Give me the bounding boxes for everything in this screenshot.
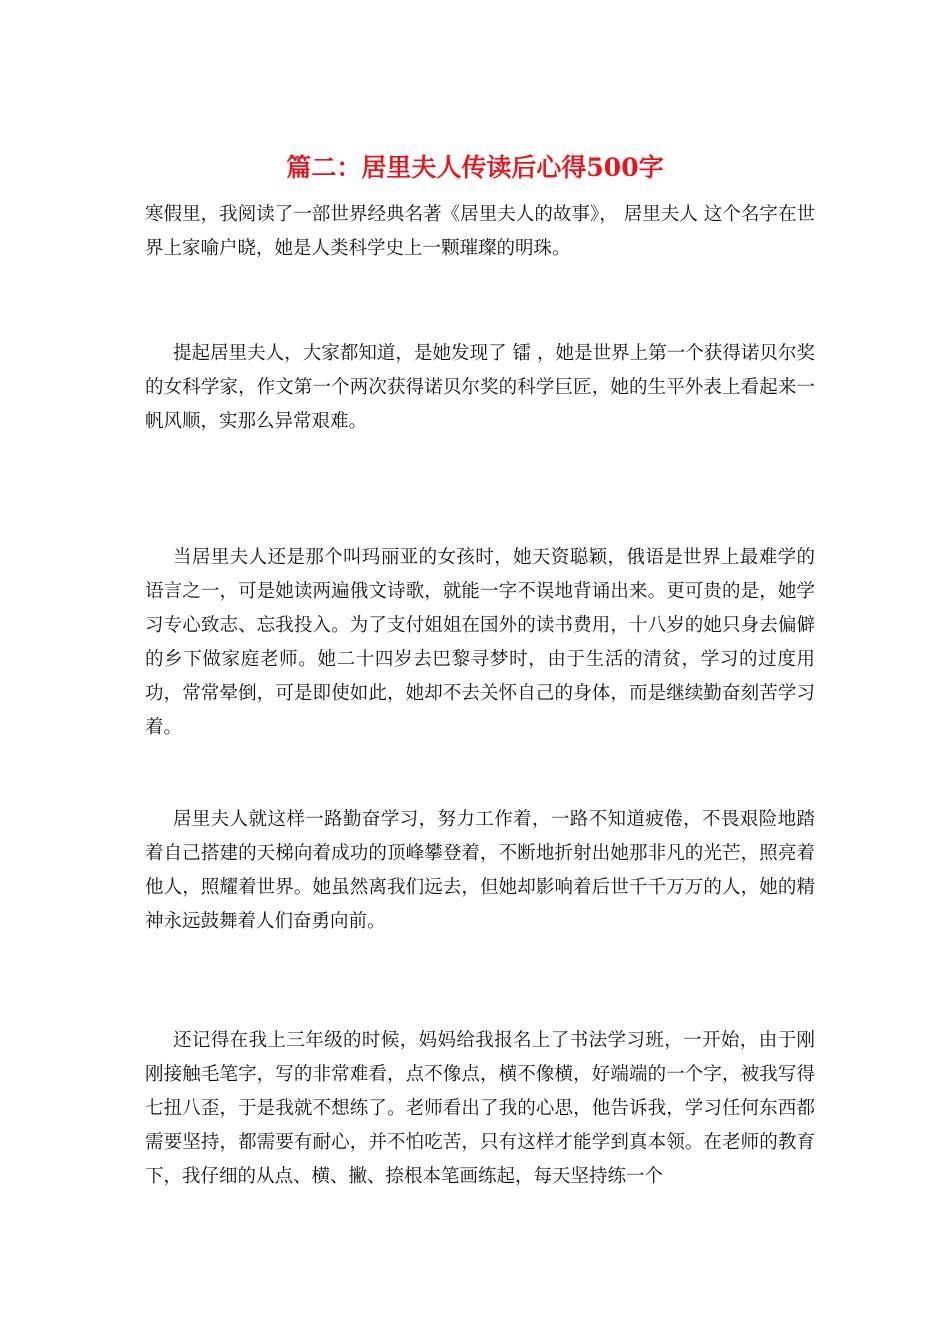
paragraph-1: 寒假里，我阅读了一部世界经典名著《居里夫人的故事》， 居里夫人 这个名字在世界上家喻户晓，她是人类科学史上一颗璀璨的明珠。: [145, 204, 815, 259]
paragraph-3: 当居里夫人还是那个叫玛丽亚的女孩时，她天资聪颖，俄语是世界上最难学的语言之一，可是她读两遍俄文诗歌，就能一字不误地背诵出来。更可贵的是，她学习专心致志、忘我投入。为了支付姐姐在国外的读书费用，十八岁的她只身去偏僻的乡下做家庭老师。她二十四岁去巴黎寻梦时，由于生活的清贫，学习的过度用功，常常晕倒，可是即使如此，她却不去关怀自己的身体，而是继续勤奋刻苦学习着。: [145, 547, 815, 738]
paragraph-5: 还记得在我上三年级的时候，妈妈给我报名上了书法学习班，一开始，由于刚刚接触毛笔字，写的非常难看，点不像点，横不像横，好端端的一个字，被我写得七扭八歪，于是我就不想练了。老师看出了我的心思，他告诉我，学习任何东西都需要坚持，都需要有耐心，并不怕吃苦，只有这样才能学到真本领。在老师的教育下，我仔细的从点、横、撇、捺根本笔画练起，每天坚持练一个: [145, 1030, 815, 1187]
paragraph-2: 提起居里夫人，大家都知道，是她发现了 镭 ，她是世界上第一个获得诺贝尔奖的女科学家，作文第一个两次获得诺贝尔奖的科学巨匠，她的生平外表上看起来一帆风顺，实那么异常艰难。: [145, 343, 815, 432]
paragraph-2-container: [145, 337, 815, 439]
paragraph-4: 居里夫人就这样一路勤奋学习，努力工作着，一路不知道疲倦，不畏艰险地踏着自己搭建的天梯向着成功的顶峰攀登着，不断地折射出她那非凡的光芒，照亮着他人，照耀着世界。她虽然离我们远去，但她却影响着后世千千万万的人，她的精神永远鼓舞着人们奋勇向前。: [145, 809, 815, 932]
paragraph-4-container: [145, 803, 815, 939]
document-title: 篇二：居里夫人传读后心得500字: [286, 153, 664, 182]
paragraph-5-container: [145, 1024, 815, 1194]
paragraph-1-container: [145, 198, 815, 266]
paragraph-3-container: [145, 541, 815, 745]
